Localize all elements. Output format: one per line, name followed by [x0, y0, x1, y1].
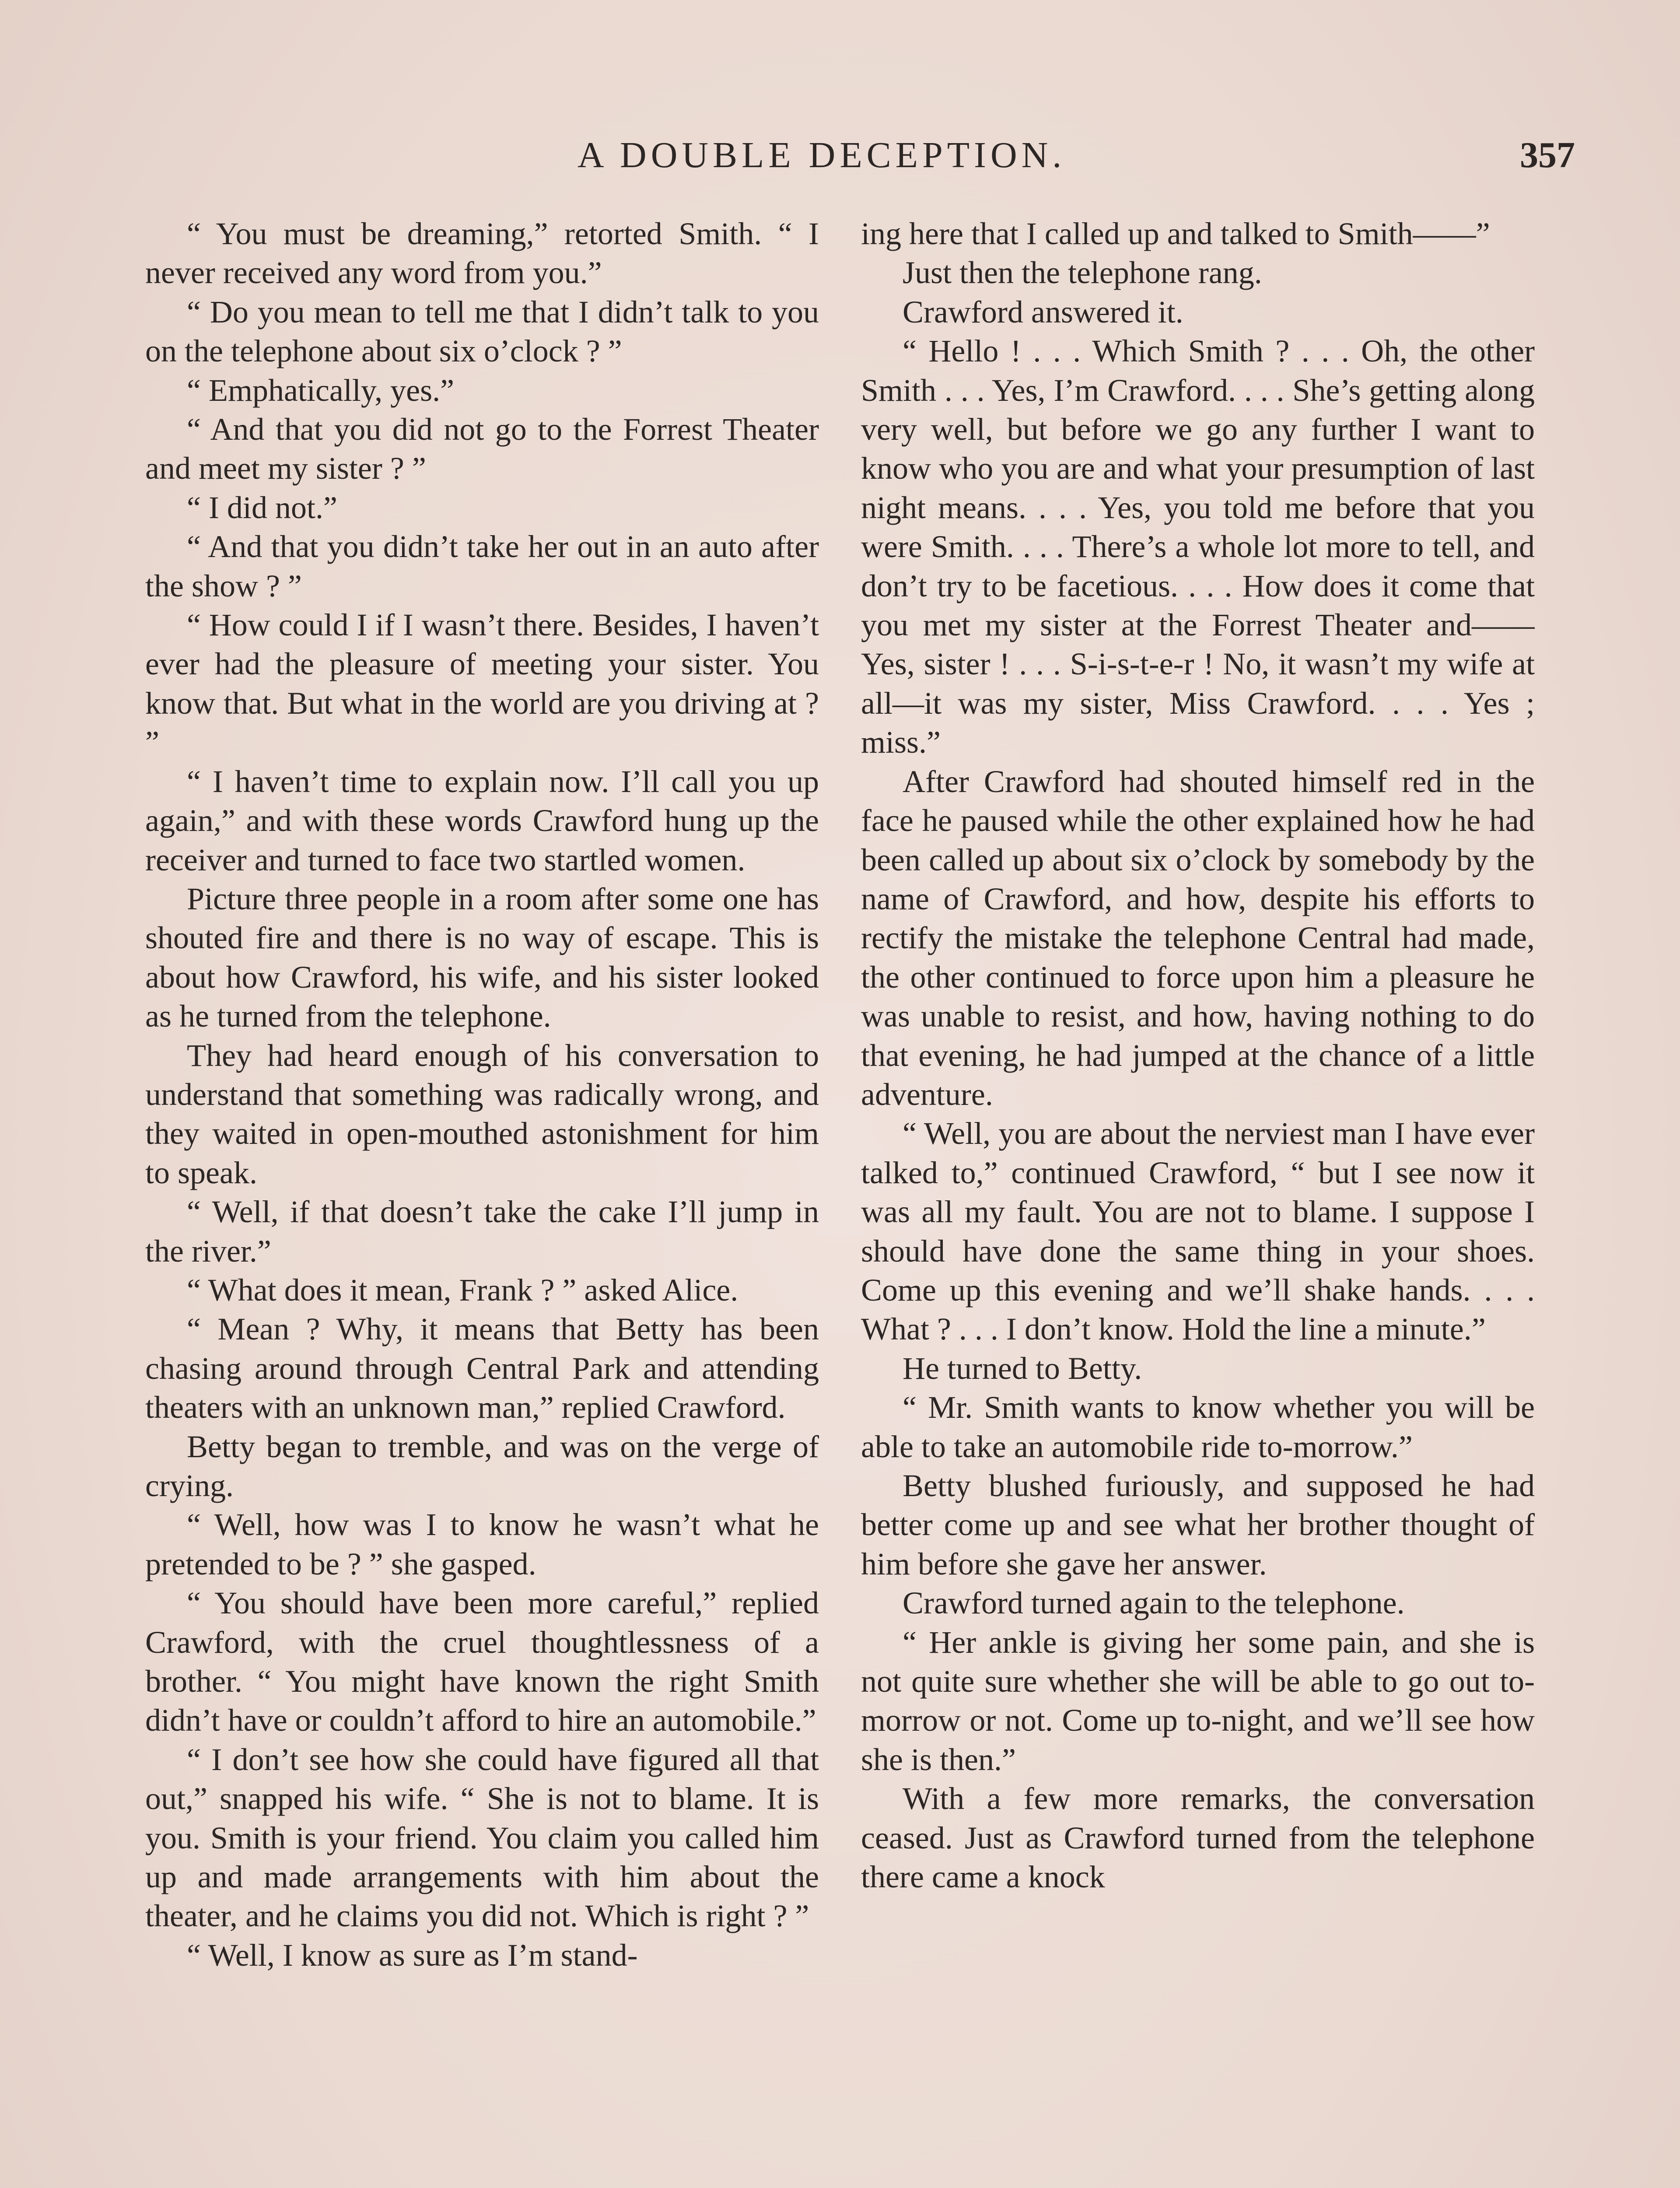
paragraph: “ Well, if that doesn’t take the cake I’ll jump in the river.”	[145, 1194, 819, 1269]
left-column	[145, 214, 819, 2188]
paragraph: “ How could I if I wasn’t there. Besides, I haven’t ever had the pleasure of meeting your sister. You know that. But what in the world are you driving at ? ”	[145, 607, 819, 760]
paragraph: Betty began to tremble, and was on the verge of crying.	[145, 1429, 819, 1503]
running-title: A DOUBLE DECEPTION.	[578, 135, 1066, 175]
paragraph: “ What does it mean, Frank ? ” asked Alice.	[187, 1272, 738, 1308]
paragraph: “ I haven’t time to explain now. I’ll call you up again,” and with these words Crawford hung up the receiver and turned to face two startled women.	[145, 764, 819, 877]
paragraph: “ I don’t see how she could have figured all that out,” snapped his wife. “ She is not to blame. It is you. Smith is your friend. You claim you called him up and made arrangements with him about the theater, and he claims you did not. Which is right ? ”	[145, 1742, 819, 1934]
paragraph: “ Well, I know as sure as I’m stand-	[187, 1937, 638, 1973]
paragraph: “ Emphatically, yes.”	[187, 372, 455, 408]
paragraph: They had heard enough of his conversation to understand that something was radically wrong, and they waited in open-mouthed astonishment for him to speak.	[145, 1038, 819, 1190]
paragraph: “ And that you did not go to the Forrest Theater and meet my sister ? ”	[145, 412, 819, 486]
continued-paragraph: ing here that I called up and talked to Smith——”	[861, 216, 1490, 251]
page-number: 357	[1520, 135, 1575, 175]
paragraph: “ Hello ! . . . Which Smith ? . . . Oh, the other Smith . . . Yes, I’m Crawford. . . . She’s getting along very well, but before we go any further I want to know who you are and what your presumption of last night means. . . . Yes, you told me before that you were Smith. . . . There’s a whole lot more to tell, and don’t try to be facetious. . . . How does it come that you met my sister at the Forrest Theater and—— Yes, sister ! . . . S-i-s-t-e-r ! No, it wasn’t my wife at all—it was my sister, Miss Crawford. . . . Yes ; miss.”	[861, 333, 1535, 760]
paragraph: He turned to Betty.	[903, 1350, 1142, 1386]
paragraph: “ And that you didn’t take her out in an auto after the show ? ”	[145, 529, 819, 603]
paragraph: Picture three people in a room after some one has shouted fire and there is no way of escape. This is about how Crawford, his wife, and his sister looked as he turned from the telephone.	[145, 881, 819, 1034]
paragraph: “ Mr. Smith wants to know whether you will be able to take an automobile ride to-morrow.”	[861, 1390, 1535, 1464]
running-header	[438, 131, 1575, 179]
paragraph: Just then the telephone rang.	[903, 255, 1262, 291]
paragraph: With a few more remarks, the conversation ceased. Just as Crawford turned from the telephone there came a knock	[861, 1781, 1535, 1895]
paragraph: Crawford turned again to the telephone.	[903, 1585, 1405, 1621]
paragraph: Crawford answered it.	[903, 294, 1183, 330]
paragraph: “ Her ankle is giving her some pain, and she is not quite sure whether she will be able to go out to-morrow or not. Come up to-night, and we’ll see how she is then.”	[861, 1624, 1535, 1777]
paragraph: “ Well, you are about the nerviest man I have ever talked to,” continued Crawford, “ but I see now it was all my fault. You are not to blame. I suppose I should have done the same thing in your shoes. Come up this evening and we’ll shake hands. . . . What ? . . . I don’t know. Hold the line a minute.”	[861, 1116, 1535, 1347]
paragraph: “ Mean ? Why, it means that Betty has been chasing around through Central Park and attending theaters with an unknown man,” replied Crawford.	[145, 1311, 819, 1425]
paragraph: “ You should have been more careful,” replied Crawford, with the cruel thoughtlessness of a brother. “ You might have known the right Smith didn’t have or couldn’t afford to hire an automobile.”	[145, 1585, 819, 1738]
paragraph: “ Well, how was I to know he wasn’t what he pretended to be ? ” she gasped.	[145, 1507, 819, 1581]
paragraph: “ I did not.”	[187, 490, 337, 525]
paragraph: “ You must be dreaming,” retorted Smith. “ I never received any word from you.”	[145, 216, 819, 291]
paragraph: “ Do you mean to tell me that I didn’t talk to you on the telephone about six o’clock ? ”	[145, 294, 819, 369]
right-column	[861, 214, 1535, 2188]
paragraph: Betty blushed furiously, and supposed he had better come up and see what her brother thought of him before she gave her answer.	[861, 1468, 1535, 1581]
paragraph: After Crawford had shouted himself red in the face he paused while the other explained how he had been called up about six o’clock by somebody by the name of Crawford, and how, despite his efforts to rectify the mistake the telephone Central had made, the other continued to force upon him a pleasure he was unable to resist, and how, having nothing to do that evening, he had jumped at the chance of a little adventure.	[861, 764, 1535, 1112]
